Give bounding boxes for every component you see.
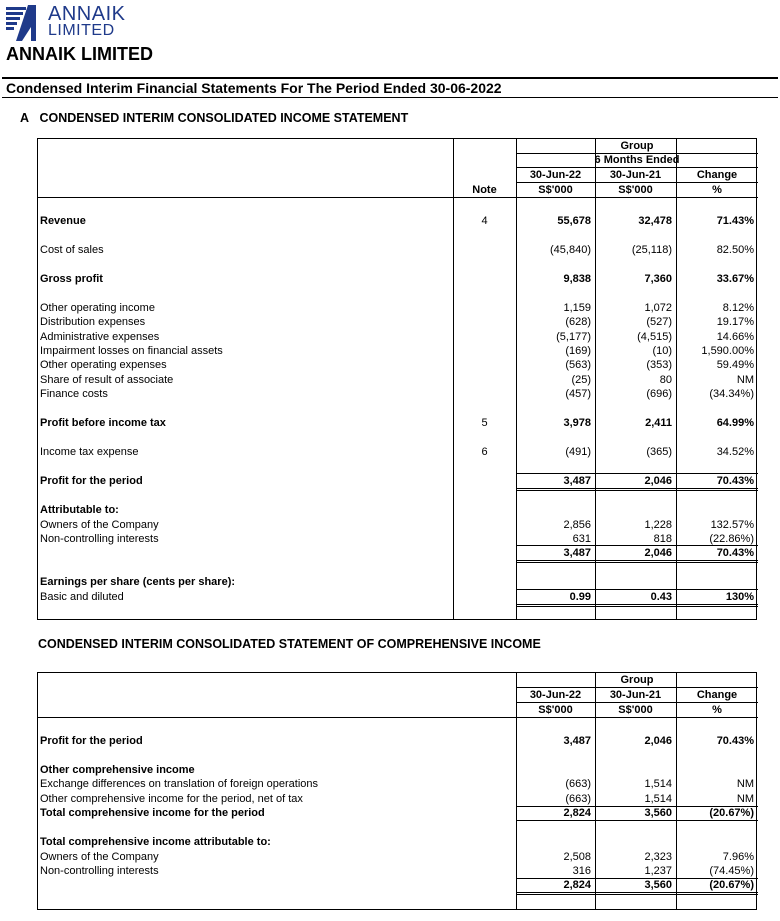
comprehensive-income-title: CONDENSED INTERIM CONSOLIDATED STATEMENT OF COMPREHENSIVE INCOME xyxy=(38,637,541,651)
unit-header-change: % xyxy=(712,704,722,716)
row-change: 33.67% xyxy=(716,273,754,285)
note-header: Note xyxy=(472,184,497,196)
row-value-2021: (696) xyxy=(646,388,672,400)
row-value-2022: 3,487 xyxy=(563,547,591,559)
row-value-2022: (25) xyxy=(571,374,591,386)
header-rule xyxy=(2,77,778,79)
row-change: 70.43% xyxy=(716,735,754,747)
row-label: Non-controlling interests xyxy=(40,865,159,877)
total-rule xyxy=(516,604,758,605)
row-label: Other comprehensive income for the period, net of tax xyxy=(40,793,303,805)
row-value-2021: (527) xyxy=(646,316,672,328)
row-label: Attributable to: xyxy=(40,504,119,516)
row-change: NM xyxy=(736,793,754,805)
row-value-2021: 1,514 xyxy=(644,793,672,805)
row-value-2022: (663) xyxy=(565,793,591,805)
col-header-change: Change xyxy=(696,689,738,701)
header-rule-bottom xyxy=(2,97,778,98)
row-change: (20.67%) xyxy=(709,879,754,891)
group-label: Group xyxy=(620,674,654,686)
total-rule xyxy=(516,560,758,561)
subtotal-rule xyxy=(516,589,758,590)
row-value-2021: 1,072 xyxy=(644,302,672,314)
row-label: Impairment losses on financial assets xyxy=(40,345,223,357)
row-change: 19.17% xyxy=(716,316,754,328)
row-label: Other comprehensive income xyxy=(40,764,195,776)
row-change: NM xyxy=(736,374,754,386)
row-label: Share of result of associate xyxy=(40,374,174,386)
row-value-2021: 2,046 xyxy=(644,475,672,487)
row-change: (74.45%) xyxy=(709,865,754,877)
row-change: 59.49% xyxy=(716,359,754,371)
row-label: Other operating income xyxy=(40,302,155,314)
row-label: Non-controlling interests xyxy=(40,533,159,545)
row-change: 64.99% xyxy=(716,417,754,429)
row-value-2021: 1,237 xyxy=(644,865,672,877)
row-label: Profit for the period xyxy=(40,735,143,747)
row-value-2021: 7,360 xyxy=(644,273,672,285)
col-header-2021: 30-Jun-21 xyxy=(609,169,662,181)
row-change: (34.34%) xyxy=(709,388,754,400)
unit-header-2022: S$'000 xyxy=(538,184,573,196)
row-value-2021: 0.43 xyxy=(650,591,672,603)
subtotal-rule xyxy=(516,806,758,807)
row-value-2022: 2,508 xyxy=(563,851,591,863)
logo-text-annaik: ANNAIK xyxy=(48,3,126,25)
total-rule xyxy=(516,894,758,895)
row-label: Basic and diluted xyxy=(40,591,124,603)
comprehensive-income-table xyxy=(37,672,757,910)
row-value-2022: (5,177) xyxy=(556,331,591,343)
row-label: Finance costs xyxy=(40,388,108,400)
row-label: Total comprehensive income for the period xyxy=(40,807,265,819)
row-value-2021: 2,046 xyxy=(644,735,672,747)
row-change: 1,590.00% xyxy=(701,345,754,357)
row-value-2021: 3,560 xyxy=(644,879,672,891)
row-change: NM xyxy=(736,778,754,790)
row-label: Other operating expenses xyxy=(40,359,167,371)
row-change: 70.43% xyxy=(716,547,754,559)
row-value-2021: 80 xyxy=(659,374,672,386)
row-label: Distribution expenses xyxy=(40,316,146,328)
unit-header-2022: S$'000 xyxy=(538,704,573,716)
row-change: 14.66% xyxy=(716,331,754,343)
row-value-2021: 32,478 xyxy=(638,215,672,227)
row-value-2022: (628) xyxy=(565,316,591,328)
statement-title: Condensed Interim Financial Statements For The Period Ended 30-06-2022 xyxy=(6,80,502,96)
row-change: 34.52% xyxy=(716,446,754,458)
subtotal-rule xyxy=(516,878,758,879)
row-label: Profit before income tax xyxy=(40,417,166,429)
row-change: 8.12% xyxy=(722,302,754,314)
row-value-2021: 1,514 xyxy=(644,778,672,790)
row-value-2022: (457) xyxy=(565,388,591,400)
total-rule xyxy=(516,606,758,607)
row-label: Revenue xyxy=(40,215,86,227)
annaik-logo-icon xyxy=(6,5,46,43)
row-value-2022: (169) xyxy=(565,345,591,357)
row-change: 70.43% xyxy=(716,475,754,487)
row-value-2022: 2,824 xyxy=(563,879,591,891)
row-change: 82.50% xyxy=(716,244,754,256)
total-rule xyxy=(516,490,758,491)
row-value-2022: 3,487 xyxy=(563,475,591,487)
row-label: Income tax expense xyxy=(40,446,139,458)
row-label: Administrative expenses xyxy=(40,331,160,343)
section-title: CONDENSED INTERIM CONSOLIDATED INCOME STATEMENT xyxy=(39,111,409,125)
row-value-2021: 2,411 xyxy=(645,417,672,429)
row-label: Earnings per share (cents per share): xyxy=(40,576,236,588)
row-change: 71.43% xyxy=(716,215,754,227)
row-value-2022: 3,487 xyxy=(563,735,591,747)
row-value-2021: 2,323 xyxy=(644,851,672,863)
row-note: 6 xyxy=(481,446,488,458)
row-label: Exchange differences on translation of foreign operations xyxy=(40,778,319,790)
row-label: Total comprehensive income attributable to: xyxy=(40,836,271,848)
row-value-2022: 9,838 xyxy=(563,273,591,285)
unit-header-2021: S$'000 xyxy=(618,704,653,716)
total-rule xyxy=(516,488,758,489)
row-value-2022: (563) xyxy=(565,359,591,371)
unit-header-2021: S$'000 xyxy=(618,184,653,196)
row-value-2022: 2,824 xyxy=(563,807,591,819)
company-name: ANNAIK LIMITED xyxy=(6,44,153,64)
row-note: 4 xyxy=(481,215,488,227)
row-change: (22.86%) xyxy=(709,533,754,545)
row-value-2022: (663) xyxy=(565,778,591,790)
unit-header-change: % xyxy=(712,184,722,196)
total-rule xyxy=(516,562,758,563)
income-statement-title xyxy=(20,111,408,125)
row-change: 7.96% xyxy=(722,851,754,863)
row-value-2021: (365) xyxy=(646,446,672,458)
col-header-change: Change xyxy=(696,169,738,181)
income-statement-table xyxy=(37,138,757,620)
logo-text-limited: LIMITED xyxy=(48,22,115,39)
row-change: 132.57% xyxy=(710,519,754,531)
row-label: Gross profit xyxy=(40,273,103,285)
row-value-2021: (25,118) xyxy=(631,244,672,256)
total-rule xyxy=(516,892,758,893)
row-value-2022: (491) xyxy=(565,446,591,458)
row-change: (20.67%) xyxy=(709,807,754,819)
row-value-2022: 631 xyxy=(572,533,591,545)
col-header-2022: 30-Jun-22 xyxy=(529,689,582,701)
row-label: Profit for the period xyxy=(40,475,143,487)
row-value-2022: 2,856 xyxy=(563,519,591,531)
row-change: 130% xyxy=(725,591,754,603)
row-value-2021: 3,560 xyxy=(644,807,672,819)
row-value-2021: 1,228 xyxy=(644,519,672,531)
row-value-2021: (10) xyxy=(652,345,672,357)
group-label: Group xyxy=(620,140,654,152)
row-value-2021: 818 xyxy=(653,533,672,545)
row-value-2021: (4,515) xyxy=(637,331,672,343)
total-rule xyxy=(516,820,758,821)
subtotal-rule xyxy=(516,473,758,474)
row-value-2022: (45,840) xyxy=(550,244,591,256)
section-letter: A xyxy=(20,111,30,125)
row-label: Owners of the Company xyxy=(40,519,159,531)
period-label: 6 Months Ended xyxy=(594,154,680,166)
row-value-2022: 316 xyxy=(572,865,591,877)
row-value-2022: 0.99 xyxy=(569,591,591,603)
row-note: 5 xyxy=(481,417,488,429)
row-value-2021: (353) xyxy=(646,359,672,371)
row-value-2021: 2,046 xyxy=(644,547,672,559)
col-header-2021: 30-Jun-21 xyxy=(609,689,662,701)
col-header-2022: 30-Jun-22 xyxy=(529,169,582,181)
subtotal-rule xyxy=(516,545,758,546)
row-value-2022: 55,678 xyxy=(557,215,591,227)
row-label: Cost of sales xyxy=(40,244,104,256)
row-label: Owners of the Company xyxy=(40,851,159,863)
row-value-2022: 3,978 xyxy=(563,417,591,429)
row-value-2022: 1,159 xyxy=(563,302,591,314)
